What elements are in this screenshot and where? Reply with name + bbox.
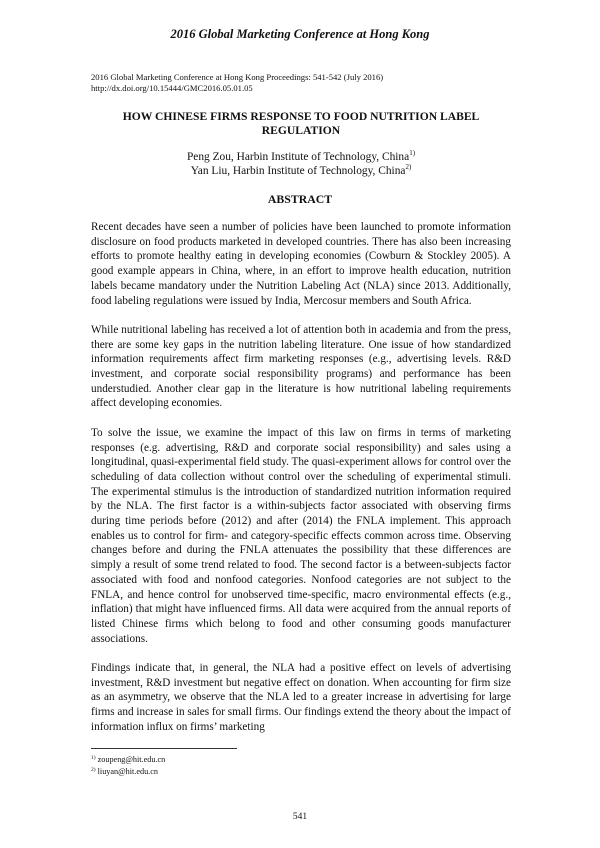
footnote-mark: 1) [91,755,96,761]
footnote-email: liuyan@hit.edu.cn [97,766,158,776]
author-line [91,150,511,164]
author-affiliation: Peng Zou, Harbin Institute of Technology, China [186,151,410,163]
footnotes [91,754,391,777]
footnote [91,754,391,766]
footnote-mark: 2) [405,163,412,171]
paper-title: HOW CHINESE FIRMS RESPONSE TO FOOD NUTRITION LABEL REGULATION [122,110,480,137]
abstract-paragraph: To solve the issue, we examine the impact of this law on firms in terms of marketing responses (e.g. advertising, R&D and corporate social responsibility) and sales using a longitudinal, quasi-experimental field study. The quasi-experiment allows for control over the scheduling of data collection without control over the scheduling of experimental stimuli. The experimental stimulus is the introduction of standardized nutrition information required by the NLA. The first factor is a within-subjects factor associated with observing firms during time periods before (2012) and after (2014) the FNLA implement. This approach enables us to control for firm- and category-specific effects common across time. Observing changes before and during the FNLA attenuates the possibility that these differences are simply a result of some trend related to food. The second factor is a between-subjects factor associated with food and nonfood categories. Nonfood categories are not subject to the FNLA, and hence control for unobserved time-specific, macro environmental effects (e.g., inflation) that might have influenced firms. All data were acquired from the annual reports of listed Chinese firms which belong to food and other consuming goods manufacturer associations. [91,426,511,645]
abstract-paragraph: While nutritional labeling has received a lot of attention both in academia and from the press, there are some key gaps in the nutrition labeling literature. One issue of how standardized information requirements affect firm marketing responses (e.g., advertising levels. R&D investment, and corporate social responsibility programs) and performance has been understudied. Another clear gap in the literature is how nutritional labeling requirements affect developing economies. [91,323,511,410]
running-head: 2016 Global Marketing Conference at Hong Kong [170,27,430,41]
footnote [91,766,391,778]
author-list [91,150,511,178]
citation-doi: http://dx.doi.org/10.15444/GMC2016.05.01.05 [91,83,253,93]
footnote-email: zoupeng@hit.edu.cn [97,755,166,764]
abstract-body [91,220,511,749]
abstract-heading: ABSTRACT [267,192,333,206]
author-affiliation: Yan Liu, Harbin Institute of Technology, China [190,165,406,177]
footnote-divider [91,748,237,749]
footnote-mark: 2) [91,766,96,773]
author-line [91,164,511,178]
citation-proceedings: 2016 Global Marketing Conference at Hong Kong Proceedings: 541-542 (July 2016) [91,72,384,82]
abstract-paragraph: Recent decades have seen a number of policies have been launched to promote information disclosure on food products marketed in developed countries. There has also been increasing efforts to promote healthy eating in developing economies (Cowburn & Stockley 2005). A good example appears in China, where, in an effort to improve health education, nutrition labels became mandatory under the Nutrition Labeling Act (NLA) since 2013. Additionally, food labeling regulations were issued by India, Mercosur members and South Africa. [91,221,511,307]
citation-block [91,72,511,94]
page-number: 541 [292,812,308,822]
footnote-mark: 1) [409,149,416,157]
abstract-paragraph: Findings indicate that, in general, the NLA had a positive effect on levels of advertising investment, R&D investment but negative effect on donation. When accounting for firm size as an asymmetry, we observe that the NLA led to a greater increase in advertising for large firms and increase in sales for small firms. Our findings extend the theory about the impact of information influx on firms’ marketing [91,662,511,733]
